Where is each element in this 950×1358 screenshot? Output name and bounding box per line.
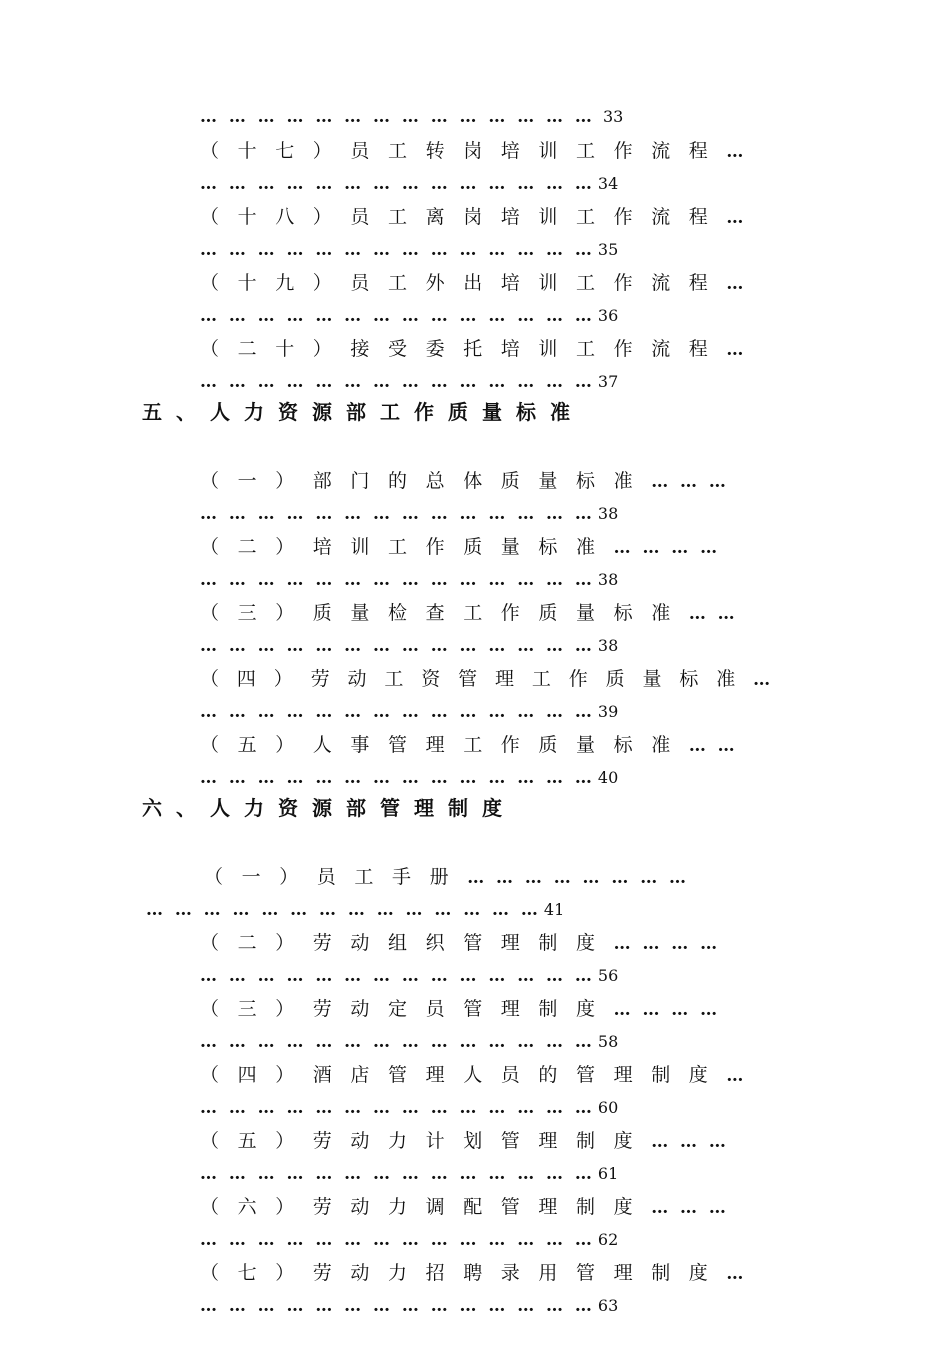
toc-entry[interactable] <box>200 1126 726 1156</box>
leader-dots: … … … … <box>613 934 718 954</box>
page-number: 35 <box>597 240 619 259</box>
toc-entry-title: （五）劳动力计划管理制度 <box>200 1130 652 1152</box>
toc-entry-title: （七）劳动力招聘录用管理制度 <box>200 1262 727 1284</box>
toc-entry-continuation <box>200 763 618 793</box>
section-heading <box>142 793 516 823</box>
leader-dots: … <box>726 274 744 294</box>
toc-entry-continuation <box>200 169 618 199</box>
leader-dots: … … … <box>651 472 726 492</box>
page-number: 61 <box>597 1164 619 1183</box>
toc-entry[interactable] <box>200 1258 743 1288</box>
leader-dots: … <box>726 340 744 360</box>
leader-dots: … … … … <box>613 1000 718 1020</box>
page-number: 38 <box>597 504 619 523</box>
toc-entry-title: （三）质量检查工作质量标准 <box>200 602 689 624</box>
toc-entry-continuation <box>146 895 564 925</box>
toc-entry[interactable] <box>200 136 743 166</box>
page-number: 33 <box>602 107 624 126</box>
toc-entry-title: （四）劳动工资管理工作质量标准 <box>200 668 754 690</box>
toc-entry-title: （十八）员工离岗培训工作流程 <box>200 206 727 228</box>
toc-entry[interactable] <box>200 598 735 628</box>
leader-dots: … … … … … … … … … … … … … … <box>200 1032 592 1052</box>
section-heading <box>142 397 584 427</box>
toc-entry-continuation <box>200 1027 618 1057</box>
page-number: 40 <box>597 768 619 787</box>
toc-entry-continuation <box>200 301 618 331</box>
leader-dots: … … … … … … … … … … … … … … <box>200 306 592 326</box>
toc-entry-continuation <box>200 499 618 529</box>
leader-dots: … … … … … … … … … … … … … … <box>200 570 592 590</box>
leader-dots: … … … … … … … … … … … … … … <box>200 636 592 656</box>
toc-entry[interactable] <box>200 664 770 694</box>
toc-entry-continuation <box>200 961 618 991</box>
leader-dots: … … … <box>651 1198 726 1218</box>
section-heading-text: 五、人力资源部工作质量标准 <box>142 400 584 424</box>
toc-entry-title: （一）部门的总体质量标准 <box>200 470 652 492</box>
leader-dots: … <box>726 1264 744 1284</box>
toc-entry-title: （三）劳动定员管理制度 <box>200 998 614 1020</box>
leader-dots: … … … … … … … … … … … … … … <box>146 900 538 920</box>
toc-entry[interactable] <box>200 1060 743 1090</box>
toc-entry-continuation <box>200 1093 618 1123</box>
page-number: 62 <box>597 1230 619 1249</box>
toc-entry-title: （二十）接受委托培训工作流程 <box>200 338 727 360</box>
leader-dots: … <box>726 208 744 228</box>
toc-entry-title: （二）劳动组织管理制度 <box>200 932 614 954</box>
toc-entry-continuation <box>200 1291 618 1321</box>
leader-dots: … … … … … … … … … … … … … … <box>200 372 592 392</box>
leader-dots: … … … … … … … … … … … … … … <box>200 240 592 260</box>
leader-dots: … … … … … … … … … … … … … … <box>200 1296 592 1316</box>
toc-entry[interactable] <box>200 466 726 496</box>
page-number: 38 <box>597 570 619 589</box>
page-number: 63 <box>597 1296 619 1315</box>
page-number: 38 <box>597 636 619 655</box>
toc-entry[interactable] <box>200 334 743 364</box>
leader-dots: … … … … … … … … … … … … … … <box>200 1164 592 1184</box>
toc-entry[interactable] <box>200 730 735 760</box>
toc-entry[interactable] <box>200 1192 726 1222</box>
toc-entry-title: （十七）员工转岗培训工作流程 <box>200 140 727 162</box>
leader-dots: … … … … … … … … … … … … … … <box>200 174 592 194</box>
leader-dots: … … … … … … … … … … … … … … <box>200 966 592 986</box>
page-number: 36 <box>597 306 619 325</box>
toc-entry[interactable] <box>204 862 686 892</box>
toc-entry-continuation <box>200 1225 618 1255</box>
toc-entry[interactable] <box>200 202 743 232</box>
page-number: 58 <box>597 1032 619 1051</box>
leader-dots: … … … <box>651 1132 726 1152</box>
toc-entry-continuation <box>200 631 618 661</box>
page-number: 60 <box>597 1098 619 1117</box>
leader-dots: … … … … … … … … … … … … … … <box>200 702 592 722</box>
toc-entry-title: （六）劳动力调配管理制度 <box>200 1196 652 1218</box>
section-heading-text: 六、人力资源部管理制度 <box>142 796 516 820</box>
leader-dots: … … … … … … … … … … … … … … <box>200 1098 592 1118</box>
toc-entry-title: （十九）员工外出培训工作流程 <box>200 272 727 294</box>
page-number: 37 <box>597 372 619 391</box>
leader-dots: … … … … <box>613 538 718 558</box>
leader-dots: … … … … … … … … … … … … … … <box>200 107 592 127</box>
toc-entry-continuation <box>200 697 618 727</box>
toc-entry-title: （五）人事管理工作质量标准 <box>200 734 689 756</box>
leader-dots: … … <box>688 604 735 624</box>
leader-dots: … … <box>688 736 735 756</box>
toc-entry-continuation <box>200 565 618 595</box>
leader-dots: … <box>753 670 771 690</box>
leader-dots: … … … … … … … … … … … … … … <box>200 504 592 524</box>
toc-entry[interactable] <box>200 268 743 298</box>
leader-dots: … <box>726 1066 744 1086</box>
page-number: 41 <box>543 900 565 919</box>
toc-entry-continuation <box>200 367 618 397</box>
toc-continuation-line <box>200 102 623 132</box>
leader-dots: … … … … … … … … … … … … … … <box>200 1230 592 1250</box>
page-number: 34 <box>597 174 619 193</box>
toc-entry-title: （四）酒店管理人员的管理制度 <box>200 1064 727 1086</box>
toc-entry[interactable] <box>200 928 717 958</box>
page-number: 39 <box>597 702 619 721</box>
leader-dots: … … … … … … … … <box>467 868 687 888</box>
toc-entry-title: （二）培训工作质量标准 <box>200 536 614 558</box>
toc-entry-continuation <box>200 1159 618 1189</box>
toc-entry[interactable] <box>200 994 717 1024</box>
toc-entry-continuation <box>200 235 618 265</box>
leader-dots: … <box>726 142 744 162</box>
toc-entry-title: （一）员工手册 <box>204 866 468 888</box>
leader-dots: … … … … … … … … … … … … … … <box>200 768 592 788</box>
page-number: 56 <box>597 966 619 985</box>
toc-entry[interactable] <box>200 532 717 562</box>
